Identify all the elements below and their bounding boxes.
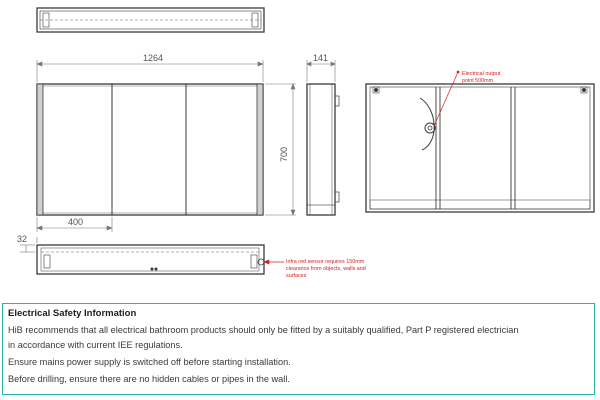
infra-red-callout: [264, 260, 284, 264]
electrical-safety-panel: [2, 303, 595, 395]
safety-line: HiB recommends that all electrical bathroom products should only be fitted by a suitably qualified, Part P registered electrician: [8, 325, 519, 335]
safety-line: Ensure mains power supply is switched off before starting installation.: [8, 357, 291, 367]
dimension-overall-width: [37, 60, 263, 82]
dimension-label-depth: 141: [313, 53, 329, 63]
electrical-output-label: Electrical output point 500mm: [462, 71, 501, 84]
bottom-view: [37, 245, 264, 274]
safety-line: Before drilling, ensure there are no hidden cables or pipes in the wall.: [8, 374, 290, 384]
dimension-label-height: 700: [279, 146, 289, 162]
top-view: [37, 8, 264, 32]
front-view: [37, 84, 263, 215]
safety-title: Electrical Safety Information: [8, 308, 137, 319]
safety-line: in accordance with current IEE regulations.: [8, 340, 183, 350]
dimension-label-frame: 32: [17, 234, 28, 244]
infra-red-label: Infra red sensor requires 150mm clearance from objects, walls and surfaces: [286, 259, 366, 279]
side-view: [307, 84, 339, 215]
dimension-label-door: 400: [68, 217, 84, 227]
dimension-label-width: 1264: [143, 53, 164, 63]
dimension-depth: [307, 60, 335, 82]
back-view: [366, 84, 594, 212]
electrical-output-callout: [434, 71, 459, 126]
